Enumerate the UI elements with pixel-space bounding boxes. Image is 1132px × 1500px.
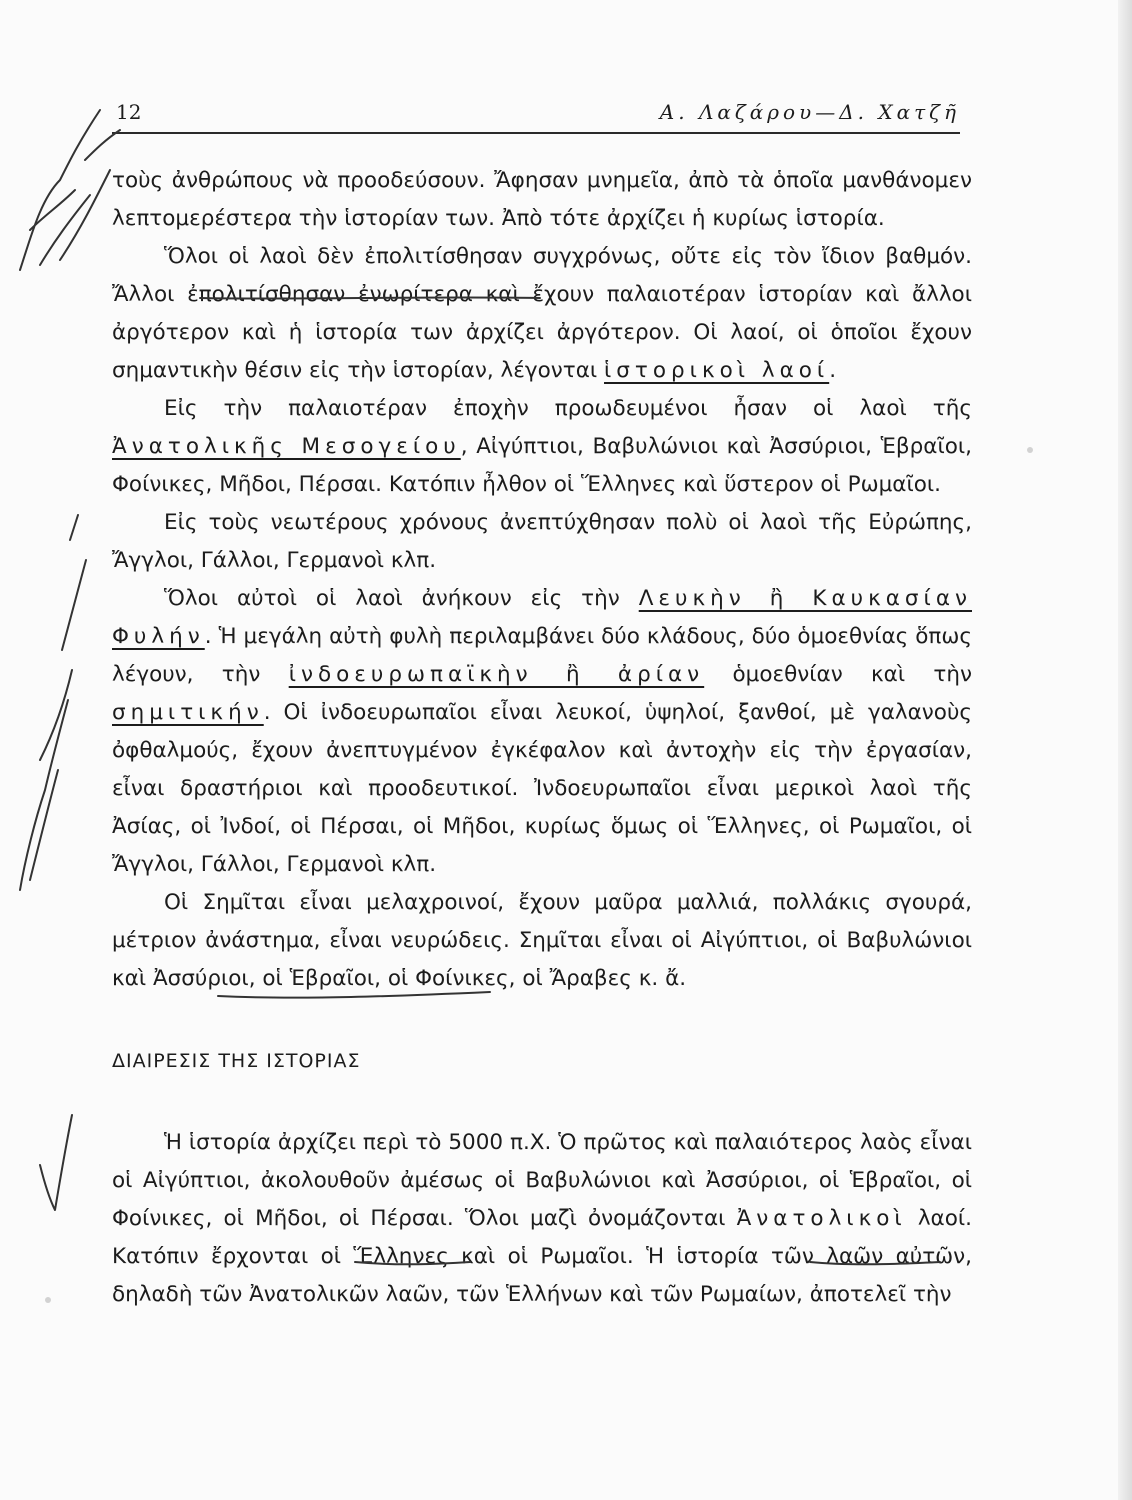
spaced-term-eastern-mediterranean: Ἀνατολικῆς Μεσογείου <box>112 434 461 459</box>
margin-checkmark <box>40 1115 72 1210</box>
paragraph-2-text: Ὅλοι οἱ λαοὶ δὲν ἐπολιτίσθησαν συγχρόνως, οὔτε εἰς τὸν ἴδιον βαθμόν. Ἄλλοι ἐπολιτίσθησαν ἐνωρίτερα καὶ ἔχουν παλαιοτέραν ἱστορίαν καὶ ἄλλοι ἀργότερον καὶ ἡ ἱστορία των ἀρχίζει ἀργότερον. Οἱ λαοί, οἱ ὁποῖοι ἔχουν σημαντικὴν θέσιν εἰς τὴν ἱστορίαν, λέγονται <box>112 244 972 383</box>
paragraph-2-end: . <box>829 358 837 383</box>
stray-mark-2 <box>45 1297 51 1303</box>
body-text <box>112 162 972 1314</box>
paragraph-3-end: , Αἰγύπτιοι, Βαβυλώνιοι καὶ Ἀσσύριοι, Ἑβραῖοι, Φοίνικες, Μῆδοι, Πέρσαι. Κατόπιν ἦλθον οἱ Ἕλληνες καὶ ὕστερον οἱ Ρωμαῖοι. <box>112 434 972 497</box>
paragraph-5-mid: . Ἡ μεγάλη αὐτὴ φυλὴ περιλαμβάνει δύο κλάδους, δύο ὁμοεθνίας ὅπως λέγουν, τὴν <box>112 624 972 687</box>
paragraph-3 <box>112 390 972 504</box>
paragraph-5-mid-2: ὁμοεθνίαν καὶ τὴν <box>704 662 972 687</box>
page-number: 12 <box>116 100 142 124</box>
running-head: Α. Λαζάρου—Δ. Χατζῆ <box>659 100 960 124</box>
margin-scribble-left <box>20 515 86 890</box>
page-edge-shadow <box>1118 0 1132 1500</box>
header-rule <box>112 132 960 134</box>
spaced-term-indo-european: ἰνδοευρωπαϊκὴν ἢ ἀρίαν <box>288 662 705 687</box>
section-heading: ΔΙΑΙΡΕΣΙΣ ΤΗΣ ΙΣΤΟΡΙΑΣ <box>112 1050 361 1072</box>
spaced-term-caucasian-race: Λευκὴν ἢ Καυκασίαν Φυλήν <box>112 586 972 649</box>
paragraph-7-start: Ἡ ἱστορία ἀρχίζει περὶ τὸ 5000 π.Χ. Ὁ πρῶτος καὶ παλαιότερος λαὸς εἶναι οἱ Αἰγύπτιοι, ἀκολουθοῦν ἀμέσως οἱ Βαβυλώνιοι καὶ Ἀσσύριοι, οἱ Ἑβραῖοι, οἱ Φοίνικες, οἱ Μῆδοι, οἱ Πέρσαι. Ὅλοι μαζὶ ὀνομάζονται <box>112 1130 972 1231</box>
paragraph-5-end: . Οἱ ἰνδοευρωπαῖοι εἶναι λευκοί, ὑψηλοί, ξανθοί, μὲ γαλανοὺς ὀφθαλμούς, ἔχουν ἀνεπτυγμένον ἐγκέφαλον καὶ ἀντοχὴν εἰς τὴν ἐργασίαν, εἶναι δραστήριοι καὶ προοδευτικοί. Ἰνδοευρωπαῖοι εἶναι μερικοὶ λαοὶ τῆς Ἀσίας, οἱ Ἰνδοί, οἱ Πέρσαι, οἱ Μῆδοι, κυρίως ὅμως οἱ Ἕλληνες, οἱ Ρωμαῖοι, οἱ Ἄγγλοι, Γάλλοι, Γερμανοὶ κλπ. <box>112 700 972 877</box>
paragraph-7 <box>112 1124 972 1314</box>
paragraph-6: Οἱ Σημῖται εἶναι μελαχροινοί, ἔχουν μαῦρα μαλλιά, πολλάκις σγουρά, μέτριον ἀνάστημα, εἶναι νευρώδεις. Σημῖται εἶναι οἱ Αἰγύπτιοι, οἱ Βαβυλώνιοι καὶ Ἀσσύριοι, οἱ Ἑβραῖοι, οἱ Φοίνικες, οἱ Ἄραβες κ. ἄ. <box>112 890 972 991</box>
paragraph-3-start: Εἰς τὴν παλαιοτέραν ἐποχὴν προωδευμένοι ἦσαν οἱ λαοὶ τῆς <box>164 396 972 421</box>
paragraph-1: τοὺς ἀνθρώπους νὰ προοδεύσουν. Ἄφησαν μνημεῖα, ἀπὸ τὰ ὁποῖα μανθάνομεν λεπτομερέστερα τὴν ἱστορίαν των. Ἀπὸ τότε ἀρχίζει ἡ κυρίως ἱστορία. <box>112 168 972 231</box>
paragraph-4: Εἰς τοὺς νεωτέρους χρόνους ἀνεπτύχθησαν πολὺ οἱ λαοὶ τῆς Εὐρώπης, Ἄγγλοι, Γάλλοι, Γερμανοὶ κλπ. <box>112 510 972 573</box>
paragraph-5-start: Ὅλοι αὐτοὶ οἱ λαοὶ ἀνήκουν εἰς τὴν <box>164 586 620 611</box>
paragraph-5 <box>112 580 972 884</box>
paragraph-2 <box>112 238 972 390</box>
spaced-term-semitic: σημιτικήν <box>112 700 264 725</box>
spaced-term-historic-peoples: ἱστορικοὶ λαοί <box>604 358 830 383</box>
spaced-term-eastern: Ἀνατολικοὶ <box>736 1206 907 1231</box>
stray-mark-1 <box>1027 447 1033 453</box>
margin-scribble-top <box>20 110 120 270</box>
paragraph-7-end: λαοί. Κατόπιν ἔρχονται οἱ Ἕλληνες καὶ οἱ Ρωμαῖοι. Ἡ ἱστορία τῶν λαῶν αὐτῶν, δηλαδὴ τῶν Ἀνατολικῶν λαῶν, τῶν Ἑλλήνων καὶ τῶν Ρωμαίων, ἀποτελεῖ τὴν <box>112 1206 972 1307</box>
